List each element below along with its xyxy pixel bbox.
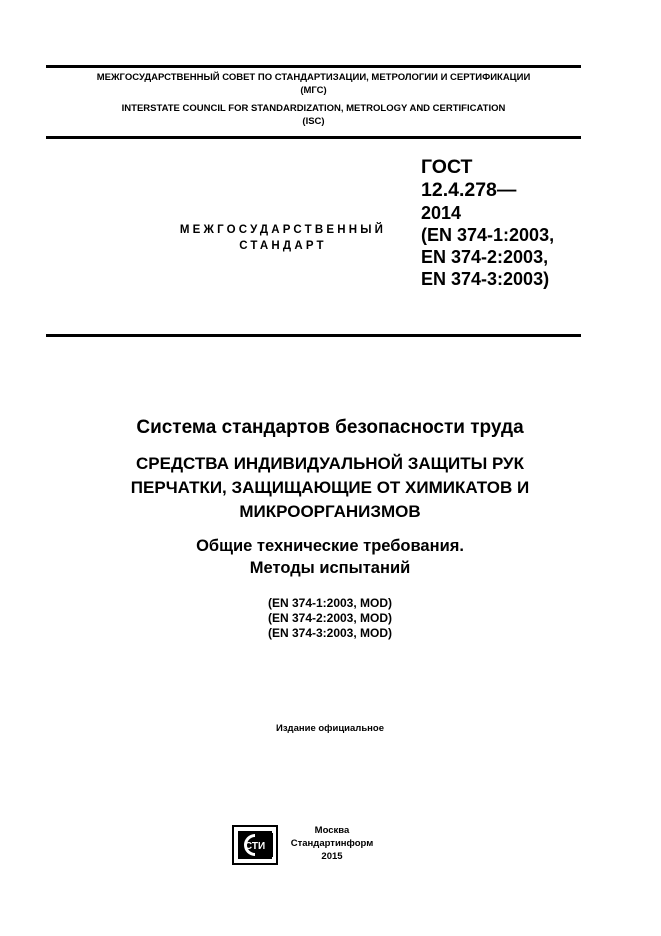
header-top-rule: [46, 65, 581, 68]
gost-line: EN 374-3:2003): [421, 269, 550, 289]
en-reference: (EN 374-1:2003, MOD): [267, 596, 393, 610]
subtitle: [46, 535, 614, 579]
logo-text: СТИ: [244, 841, 266, 852]
main-title-line: МИКРООРГАНИЗМОВ: [239, 502, 421, 521]
publisher-city: Москва: [314, 825, 350, 836]
gost-designation: [421, 156, 554, 290]
gost-line: 12.4.278—: [421, 179, 517, 201]
main-title: [46, 452, 614, 524]
interstate-label-line-2: СТАНДАРТ: [239, 240, 327, 252]
council-abbr-ru: (МГС): [300, 85, 327, 96]
header-bottom-rule: [46, 334, 581, 337]
council-header: [46, 71, 581, 128]
en-reference: (EN 374-3:2003, MOD): [267, 626, 393, 640]
interstate-standard-label: [150, 222, 416, 254]
header-middle-rule: [46, 136, 581, 139]
en-references: [46, 596, 614, 641]
subtitle-line: Общие технические требования.: [196, 537, 464, 555]
standartinform-logo-icon: [232, 825, 278, 865]
document-titles: [46, 416, 614, 641]
gost-line: (EN 374-1:2003,: [421, 225, 555, 245]
official-edition-label: Издание официальное: [276, 723, 384, 734]
council-abbr-en: (ISC): [302, 116, 325, 127]
series-title: Система стандартов безопасности труда: [136, 417, 524, 438]
subtitle-line: Методы испытаний: [249, 559, 411, 577]
main-title-line: СРЕДСТВА ИНДИВИДУАЛЬНОЙ ЗАЩИТЫ РУК: [135, 454, 525, 473]
publisher-year: 2015: [321, 851, 343, 862]
interstate-label-line-1: МЕЖГОСУДАРСТВЕННЫЙ: [179, 224, 387, 236]
gost-line: ГОСТ: [421, 156, 473, 178]
council-name-ru: МЕЖГОСУДАРСТВЕННЫЙ СОВЕТ ПО СТАНДАРТИЗАЦИИ, МЕТРОЛОГИИ И СЕРТИФИКАЦИИ: [96, 72, 531, 83]
publisher-name: Стандартинформ: [290, 838, 374, 849]
council-name-en: INTERSTATE COUNCIL FOR STANDARDIZATION, METROLOGY AND CERTIFICATION: [121, 103, 506, 114]
gost-line: 2014: [421, 203, 462, 223]
publisher-block: [284, 824, 380, 863]
main-title-line: ПЕРЧАТКИ, ЗАЩИЩАЮЩИЕ ОТ ХИМИКАТОВ И: [130, 478, 530, 497]
gost-line: EN 374-2:2003,: [421, 247, 549, 267]
en-reference: (EN 374-2:2003, MOD): [267, 611, 393, 625]
